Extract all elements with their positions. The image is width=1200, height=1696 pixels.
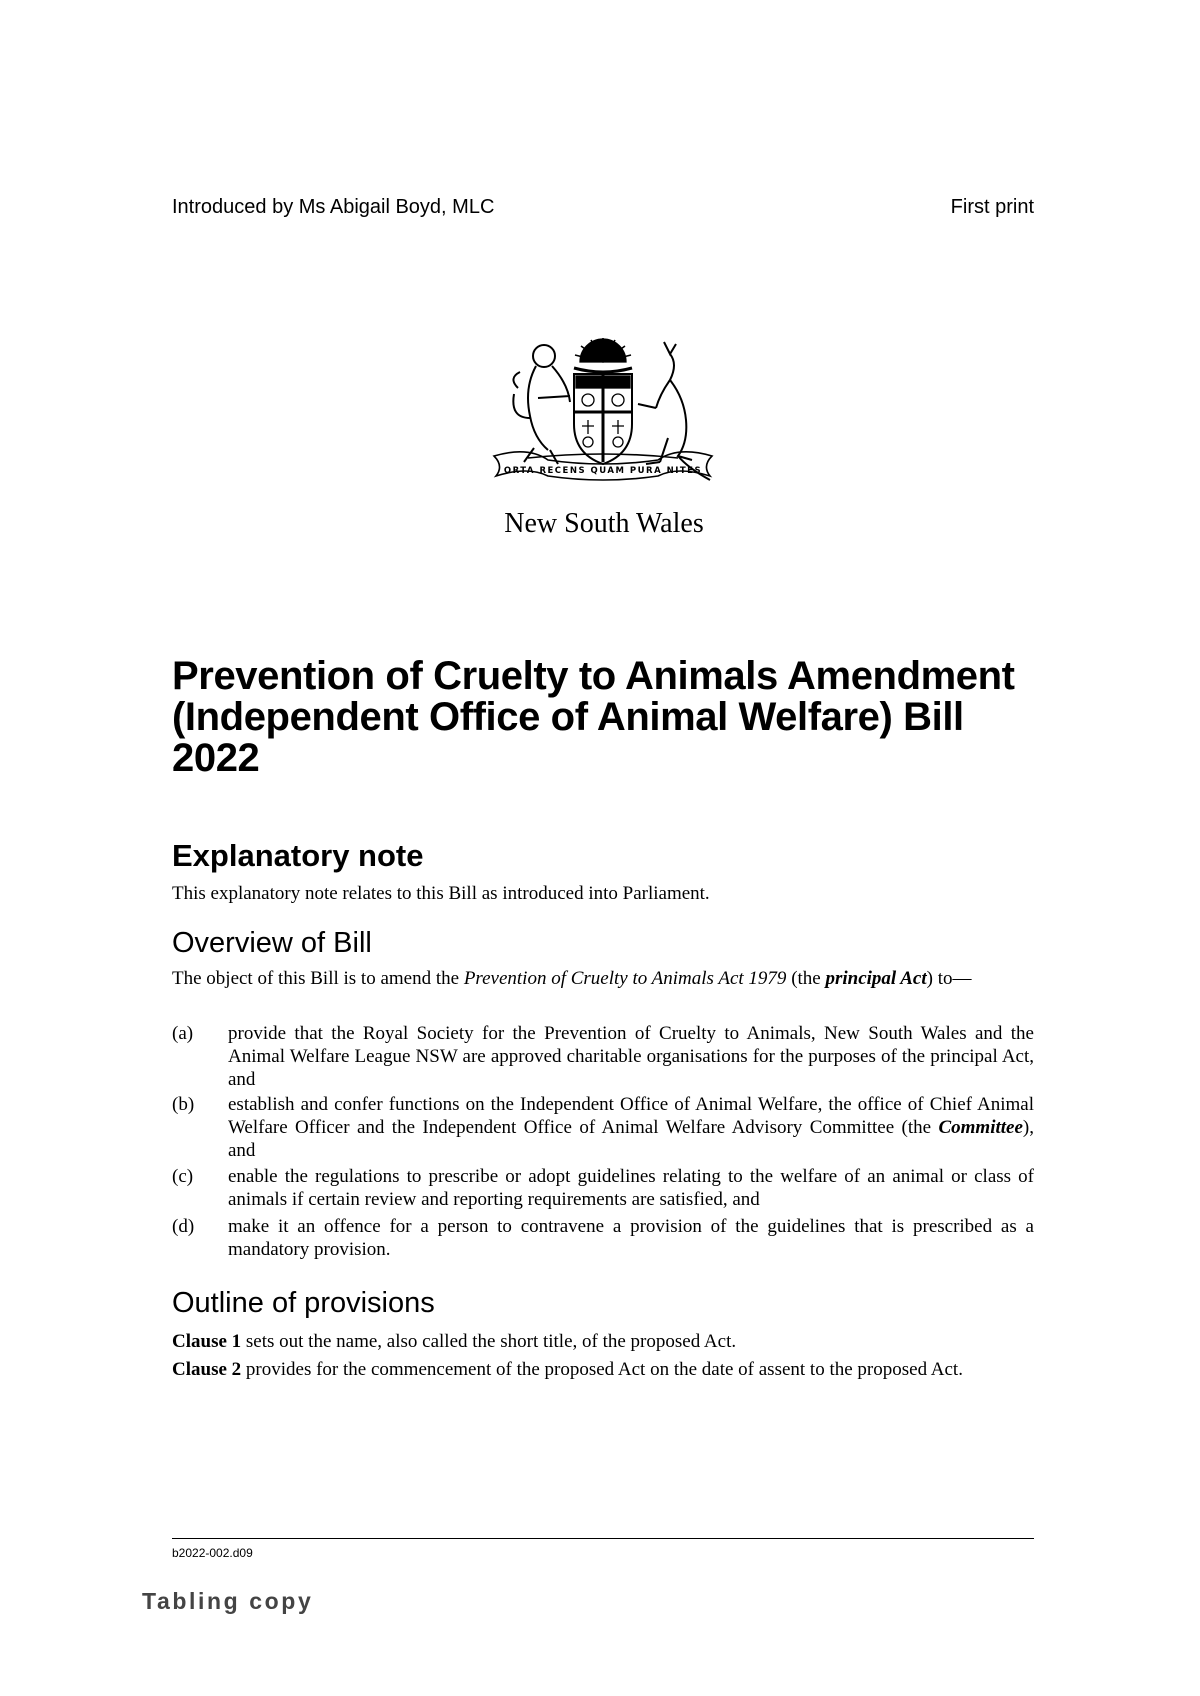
defined-term-principal-act: principal Act bbox=[825, 968, 927, 989]
list-text: enable the regulations to prescribe or adopt guidelines relating to the welfare of an animal or class of animals if certain review and reporting requirements are satisfied, and bbox=[228, 1166, 1034, 1210]
list-label: (a) bbox=[172, 1023, 194, 1044]
list-text bbox=[228, 1093, 1034, 1162]
list-text: provide that the Royal Society for the Prevention of Cruelty to Animals, New South Wales and the Animal Welfare League NSW are approved charitable organisations for the purposes of the principal Act, and bbox=[228, 1023, 1034, 1090]
crest-motto: ORTA RECENS QUAM PURA NITES bbox=[503, 466, 703, 476]
nsw-coat-of-arms bbox=[488, 338, 718, 498]
list-item-b bbox=[172, 1093, 1034, 1162]
list-item-a bbox=[172, 1022, 1034, 1091]
print-status: First print bbox=[950, 196, 1034, 218]
list-label: (d) bbox=[172, 1216, 195, 1237]
bill-title: Prevention of Cruelty to Animals Amendment (Independent Office of Animal Welfare) Bill 2022 bbox=[172, 654, 1015, 780]
introduced-by: Introduced by Ms Abigail Boyd, MLC bbox=[172, 196, 495, 218]
explanatory-note-text: This explanatory note relates to this Bill as introduced into Parliament. bbox=[172, 883, 710, 904]
footer-divider bbox=[172, 1538, 1034, 1539]
clause-label: Clause 1 bbox=[172, 1331, 242, 1352]
list-text-suffix: ), and bbox=[228, 1117, 1034, 1161]
overview-heading: Overview of Bill bbox=[172, 927, 372, 959]
clause-1-description bbox=[172, 1330, 1034, 1353]
clause-text: sets out the name, also called the short title, of the proposed Act. bbox=[241, 1331, 737, 1352]
outline-heading: Outline of provisions bbox=[172, 1287, 435, 1319]
overview-intro bbox=[172, 967, 1034, 990]
clause-text: provides for the commencement of the proposed Act on the date of assent to the proposed Act. bbox=[241, 1359, 963, 1380]
list-item-c bbox=[172, 1165, 1034, 1211]
explanatory-note-heading: Explanatory note bbox=[172, 838, 424, 873]
tabling-copy-label: Tabling copy bbox=[142, 1588, 314, 1614]
list-label: (c) bbox=[172, 1166, 194, 1187]
act-name: Prevention of Cruelty to Animals Act 1979 bbox=[463, 968, 787, 989]
list-text: make it an offence for a person to contravene a provision of the guidelines that is prescribed as a mandatory provision. bbox=[228, 1216, 1034, 1260]
clause-2-description bbox=[172, 1358, 1034, 1381]
intro-mid: (the bbox=[786, 968, 826, 989]
intro-prefix: The object of this Bill is to amend the bbox=[172, 968, 464, 989]
list-item-d bbox=[172, 1215, 1034, 1261]
list-label: (b) bbox=[172, 1094, 195, 1115]
intro-suffix: ) to— bbox=[926, 968, 972, 989]
defined-term-committee: Committee bbox=[938, 1117, 1023, 1138]
document-code: b2022-002.d09 bbox=[172, 1546, 253, 1560]
clause-label: Clause 2 bbox=[172, 1359, 242, 1380]
state-name: New South Wales bbox=[504, 508, 704, 539]
list-text-prefix: establish and confer functions on the Independent Office of Animal Welfare, the office of Chief Animal Welfare Officer and the Independent Office of Animal Welfare Advisory Committee (the bbox=[228, 1094, 1034, 1138]
